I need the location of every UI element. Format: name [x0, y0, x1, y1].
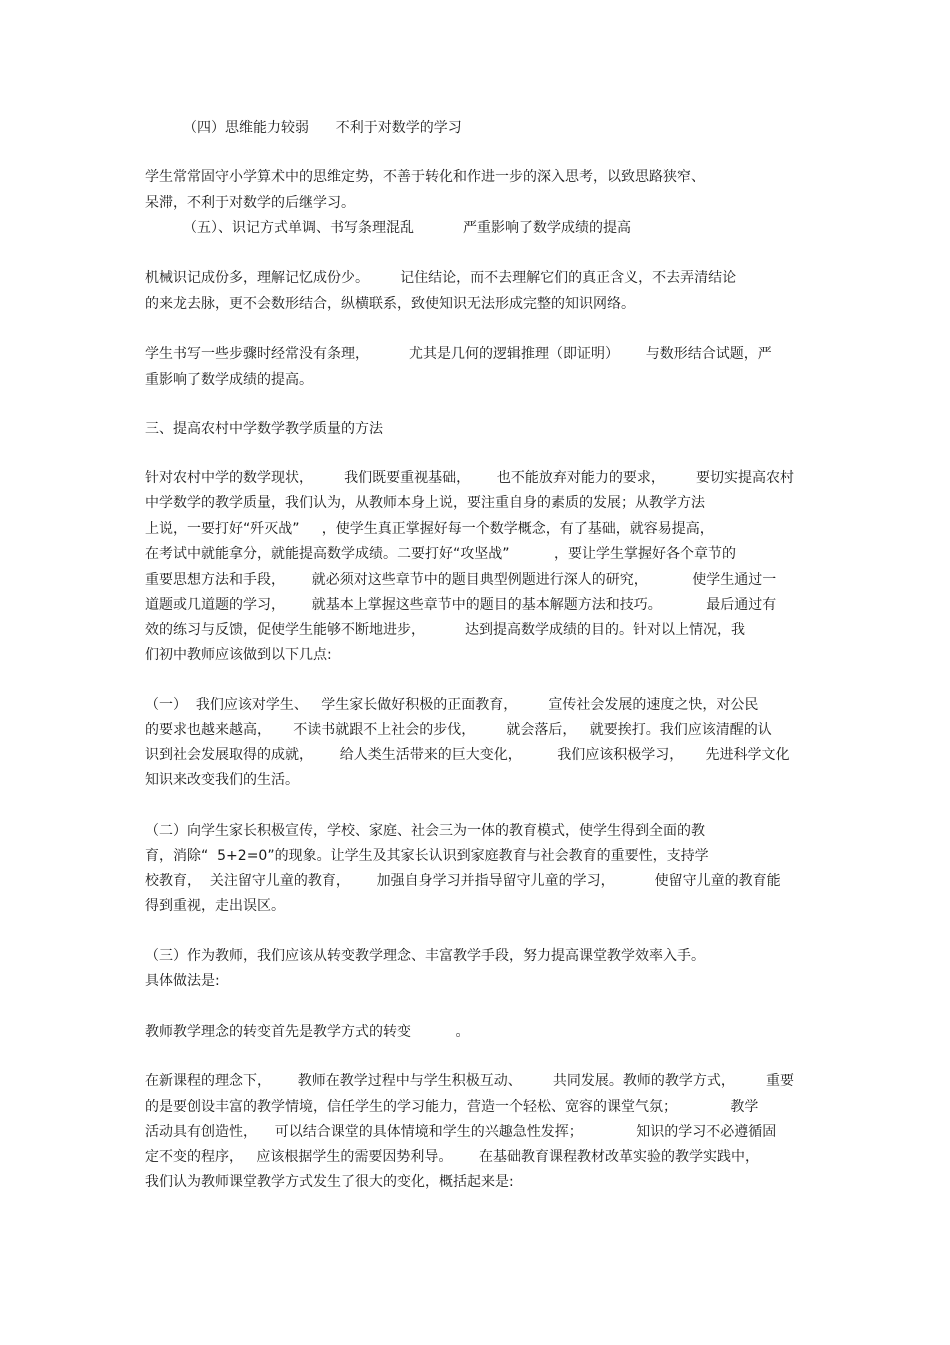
paragraph-line: 育，消除“ 5+2=0”的现象。让学生及其家长认识到家庭教育与社会教育的重要性，支持学 [145, 848, 709, 864]
paragraph-line: 活动具有创造性， 可以结合课堂的具体情境和学生的兴趣急性发挥； 知识的学习不必遵循固 [145, 1124, 777, 1140]
paragraph-line: 知识来改变我们的生活。 [145, 772, 299, 788]
paragraph-line: 机械识记成份多，理解记忆成份少。 记住结论，而不去理解它们的真正含义，不去弄清结论 [145, 270, 737, 286]
paragraph-line: 在考试中就能拿分，就能提高数学成绩。二要打好“攻坚战” ，要让学生掌握好各个章节的 [145, 546, 737, 562]
paragraph-line: （三）作为教师，我们应该从转变教学理念、丰富教学手段，努力提高课堂教学效率入手。 [145, 948, 705, 964]
paragraph-line: 在新课程的理念下， 教师在教学过程中与学生积极互动、 共同发展。教师的教学方式， 重要 [145, 1073, 795, 1089]
paragraph-line: 学生书写一些步骤时经常没有条理， 尤其是几何的逻辑推理（即证明） 与数形结合试题，严 [145, 346, 772, 362]
paragraph-line: （二）向学生家长积极宣传，学校、家庭、社会三为一体的教育模式，使学生得到全面的教 [145, 823, 705, 839]
paragraph-line: 重影响了数学成绩的提高。 [145, 372, 313, 388]
paragraph-line: 中学数学的教学质量，我们认为，从教师本身上说，要注重自身的素质的发展；从教学方法 [145, 495, 705, 511]
paragraph-line: 上说，一要打好“歼灭战” ，使学生真正掌握好每一个数学概念，有了基础，就容易提高， [145, 521, 714, 537]
paragraph-line: 我们认为教师课堂教学方式发生了很大的变化，概括起来是: [145, 1174, 514, 1190]
paragraph-line: 们初中教师应该做到以下几点: [145, 647, 332, 663]
paragraph-line: 重要思想方法和手段， 就必须对这些章节中的题目典型例题进行深人的研究， 使学生通过一 [145, 572, 777, 588]
paragraph-line: 识到社会发展取得的成就， 给人类生活带来的巨大变化， 我们应该积极学习， 先进科学文化 [145, 747, 790, 763]
paragraph-line: 得到重视，走出误区。 [145, 898, 285, 914]
paragraph-line: 效的练习与反馈，促使学生能够不断地进步， 达到提高数学成绩的目的。针对以上情况，我 [145, 622, 746, 638]
paragraph-line: （一） 我们应该对学生、 学生家长做好积极的正面教育， 宣传社会发展的速度之快，对公民 [145, 697, 759, 713]
paragraph-line: 的是要创设丰富的教学情境，信任学生的学习能力，营造一个轻松、宽容的课堂气氛； 教学 [145, 1099, 759, 1115]
section-heading-5: （五）、识记方式单调、书写条理混乱 严重影响了数学成绩的提高 [183, 220, 631, 236]
paragraph-line: 校教育， 关注留守儿童的教育， 加强自身学习并指导留守儿童的学习， 使留守儿童的教育能 [145, 873, 781, 889]
paragraph-line: 针对农村中学的数学现状， 我们既要重视基础， 也不能放弃对能力的要求， 要切实提高农村 [145, 470, 795, 486]
paragraph-line: 学生常常固守小学算术中的思维定势，不善于转化和作进一步的深入思考，以致思路狭窄、 [145, 169, 705, 185]
paragraph-line: 教师教学理念的转变首先是教学方式的转变 。 [145, 1024, 470, 1040]
paragraph-line: 道题或几道题的学习， 就基本上掌握这些章节中的题目的基本解题方法和技巧。 最后通过有 [145, 597, 777, 613]
paragraph-line: 的来龙去脉，更不会数形结合，纵横联系，致使知识无法形成完整的知识网络。 [145, 296, 635, 312]
paragraph-line: 定不变的程序， 应该根据学生的需要因势利导。 在基础教育课程教材改革实验的教学实践中， [145, 1149, 760, 1165]
section-heading-4: （四）思维能力较弱 不利于对数学的学习 [183, 120, 462, 136]
section-heading-3: 三、提高农村中学数学教学质量的方法 [145, 421, 383, 437]
paragraph-line: 的要求也越来越高， 不读书就跟不上社会的步伐， 就会落后， 就要挨打。我们应该清醒的认 [145, 722, 772, 738]
paragraph-line: 具体做法是: [145, 973, 220, 989]
paragraph-line: 呆滞，不利于对数学的后继学习。 [145, 195, 355, 211]
